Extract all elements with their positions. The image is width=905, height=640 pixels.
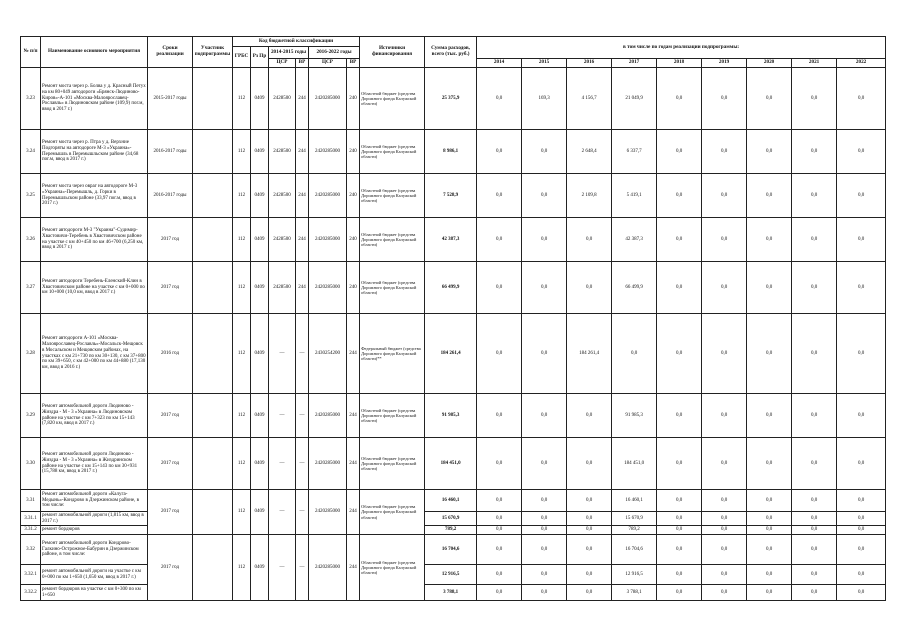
row-year-value: 0,0 (792, 490, 837, 512)
row-name: Ремонт моста через овраг на автодороге М-3 «Украина»-Перемышль, д. Горки в Перемышльском районе (33,97 пог.м, ввод в 2017 г.) (41, 174, 148, 218)
row-year-value: 0,0 (477, 174, 522, 218)
row-year-value: 66 499,9 (612, 262, 657, 314)
row-number: 3.31.1 (21, 512, 41, 526)
row-participant (193, 438, 233, 490)
row-total: 7 528,9 (425, 174, 477, 218)
row-csr-a: 2428500 (269, 174, 296, 218)
row-year-value: 0,0 (702, 314, 747, 394)
row-year-value: 0,0 (747, 130, 792, 174)
row-year-value: 0,0 (702, 218, 747, 262)
row-grbs: 112 (233, 314, 251, 394)
row-rzpr: 0409 (251, 535, 269, 601)
row-period: 2017 год (148, 535, 193, 601)
row-year-value: 0,0 (522, 130, 567, 174)
row-rzpr: 0409 (251, 68, 269, 130)
row-year-value: 184 451,0 (612, 438, 657, 490)
header-by-years: в том числе по годам реализации подпрограммы: (477, 37, 886, 59)
row-year-value: 0,0 (837, 512, 886, 526)
row-year-value: 0,0 (702, 490, 747, 512)
row-year-value: 0,0 (747, 394, 792, 438)
header-year: 2021 (792, 59, 837, 68)
row-number: 3.30 (21, 438, 41, 490)
row-year-value: 0,0 (477, 394, 522, 438)
row-year-value: 0,0 (792, 394, 837, 438)
row-year-value: 0,0 (747, 585, 792, 601)
row-csr-b: 2420285000 (309, 535, 347, 601)
row-name: Ремонт автомобильной дороги Людиново - Жиздра - М - 3 «Украина» в Людиновском районе на участке с км 7+323 по км 15+143 (7,820 км, ввод в 2017 г.) (41, 394, 148, 438)
row-year-value: 0,0 (747, 490, 792, 512)
row-year-value: 16 704,6 (612, 535, 657, 565)
row-year-value: 0,0 (837, 394, 886, 438)
row-year-value: 0,0 (702, 174, 747, 218)
row-name: Ремонт моста через р. Болва у д. Красный Петух на км 80+049 автодороги «Брянск-Людиново-Киров»-А-101 «Москва-Малоярославец-Рославль» в Людиновском районе (109,9) пог.м, ввод в 2017 г.) (41, 68, 148, 130)
budget-table-sheet (20, 36, 885, 601)
row-year-value: 0,0 (477, 130, 522, 174)
row-vr-b: 244 (347, 490, 360, 535)
row-year-value: 0,0 (657, 174, 702, 218)
row-number: 3.26 (21, 218, 41, 262)
row-csr-a: — (269, 314, 296, 394)
row-year-value: 0,0 (567, 490, 612, 512)
row-year-value: 0,0 (657, 490, 702, 512)
row-participant (193, 218, 233, 262)
header-years-a: 2014-2015 годы (269, 47, 309, 59)
row-number: 3.31.2 (21, 526, 41, 535)
row-year-value: 0,0 (792, 512, 837, 526)
row-year-value: 0,0 (702, 565, 747, 585)
header-rzpr: Рз Пр (251, 47, 269, 68)
row-grbs: 112 (233, 535, 251, 601)
row-number: 3.32.2 (21, 585, 41, 601)
row-rzpr: 0409 (251, 130, 269, 174)
row-year-value: 91 985,3 (612, 394, 657, 438)
row-year-value: 5 419,1 (612, 174, 657, 218)
row-year-value: 0,0 (612, 314, 657, 394)
row-year-value: 0,0 (837, 68, 886, 130)
row-participant (193, 130, 233, 174)
row-total: 3 788,1 (425, 585, 477, 601)
row-csr-b: 2420285000 (309, 262, 347, 314)
row-year-value: 0,0 (792, 130, 837, 174)
row-year-value: 0,0 (477, 218, 522, 262)
row-csr-a: — (269, 438, 296, 490)
row-year-value: 0,0 (837, 130, 886, 174)
row-period: 2017 год (148, 438, 193, 490)
row-vr-b: 244 (347, 314, 360, 394)
row-grbs: 112 (233, 490, 251, 535)
header-csr: ЦСР (269, 59, 296, 68)
budget-table (20, 36, 886, 601)
row-rzpr: 0409 (251, 262, 269, 314)
row-csr-b: 2420285000 (309, 68, 347, 130)
row-year-value: 0,0 (792, 174, 837, 218)
header-year: 2020 (747, 59, 792, 68)
row-year-value: 0,0 (837, 438, 886, 490)
table-row (21, 394, 886, 438)
row-csr-b: 2420285000 (309, 218, 347, 262)
row-rzpr: 0409 (251, 490, 269, 535)
row-year-value: 0,0 (522, 394, 567, 438)
row-name: ремонт бордюров на участке с км 0+300 по км 1+650 (41, 585, 148, 601)
row-year-value: 0,0 (567, 394, 612, 438)
row-vr-a: — (296, 535, 309, 601)
header-source: Источники финансирования (360, 37, 425, 68)
row-year-value: 0,0 (657, 526, 702, 535)
row-year-value: 0,0 (747, 218, 792, 262)
row-source: Областной бюджет (средства Дорожного фонда Калужской области) (360, 130, 425, 174)
row-year-value: 0,0 (522, 218, 567, 262)
row-csr-a: 2428500 (269, 218, 296, 262)
row-source: Областной бюджет (средства Дорожного фонда Калужской области) (360, 394, 425, 438)
row-year-value: 0,0 (477, 535, 522, 565)
row-year-value: 0,0 (567, 526, 612, 535)
row-participant (193, 174, 233, 218)
row-number: 3.23 (21, 68, 41, 130)
header-year: 2018 (657, 59, 702, 68)
row-total: 42 387,3 (425, 218, 477, 262)
header-years-b: 2016-2022 годы (309, 47, 360, 59)
row-year-value: 0,0 (747, 314, 792, 394)
row-year-value: 0,0 (792, 218, 837, 262)
row-year-value: 169,3 (522, 68, 567, 130)
row-name: Ремонт автомобильной дороги Людиново - Жиздра - М - 3 «Украина» в Жиздринском районе на участке с км 15+143 по км 30+931 (15,788 км, ввод в 2017 г.) (41, 438, 148, 490)
header-budget-code: Код бюджетной классификации (233, 37, 360, 47)
row-year-value: 0,0 (837, 490, 886, 512)
row-year-value: 0,0 (747, 512, 792, 526)
header-year: 2015 (522, 59, 567, 68)
row-year-value: 0,0 (522, 585, 567, 601)
row-source: Областной бюджет (средства Дорожного фонда Калужской области) (360, 262, 425, 314)
row-year-value: 0,0 (522, 438, 567, 490)
row-csr-a: — (269, 535, 296, 601)
row-year-value: 0,0 (477, 314, 522, 394)
row-year-value: 0,0 (567, 565, 612, 585)
row-year-value: 0,0 (792, 314, 837, 394)
row-year-value: 0,0 (792, 535, 837, 565)
row-year-value: 0,0 (837, 262, 886, 314)
row-total: 12 916,5 (425, 565, 477, 585)
row-csr-a: 2428500 (269, 262, 296, 314)
table-row (21, 438, 886, 490)
row-grbs: 112 (233, 174, 251, 218)
row-participant (193, 68, 233, 130)
row-participant (193, 262, 233, 314)
row-number: 3.32 (21, 535, 41, 565)
header-name: Наименование основного мероприятия (41, 37, 148, 68)
row-period: 2016 год (148, 314, 193, 394)
row-year-value: 0,0 (702, 535, 747, 565)
row-year-value: 0,0 (837, 526, 886, 535)
row-name: ремонт бордюров (41, 526, 148, 535)
row-year-value: 0,0 (522, 512, 567, 526)
header-grbs: ГРБС (233, 47, 251, 68)
table-row (21, 174, 886, 218)
table-row (21, 218, 886, 262)
row-year-value: 0,0 (657, 218, 702, 262)
row-year-value: 184 261,4 (567, 314, 612, 394)
row-year-value: 0,0 (567, 218, 612, 262)
row-year-value: 0,0 (477, 262, 522, 314)
row-year-value: 0,0 (702, 438, 747, 490)
row-participant (193, 490, 233, 535)
row-year-value: 0,0 (837, 565, 886, 585)
row-name: Ремонт автомобильной дороги «Калуга-Медынь»-Кондрово в Дзержинском районе, в том числе: (41, 490, 148, 512)
row-year-value: 4 156,7 (567, 68, 612, 130)
row-year-value: 0,0 (567, 585, 612, 601)
row-year-value: 2 109,8 (567, 174, 612, 218)
row-year-value: 0,0 (657, 130, 702, 174)
header-participants: Участник подпрограммы (193, 37, 233, 68)
row-csr-a: 2428500 (269, 68, 296, 130)
row-source: Областной бюджет (средства Дорожного фонда Калужской области) (360, 535, 425, 601)
row-name: Ремонт автодороги А-101 «Москва-Малоярославец-Рославль»-Мосальск-Мещовск в Мосальском и Мещовском районах, на участках с км 21+730 по км 30+130, с км 37+800 по км 39+650, с км 42+000 по км 44+880 (17,130 км, ввод в 2016 г.) (41, 314, 148, 394)
row-source: Областной бюджет (средства Дорожного фонда Калужской области) (360, 68, 425, 130)
row-participant (193, 394, 233, 438)
row-rzpr: 0409 (251, 394, 269, 438)
row-year-value: 0,0 (837, 535, 886, 565)
row-grbs: 112 (233, 262, 251, 314)
row-year-value: 0,0 (522, 314, 567, 394)
row-grbs: 112 (233, 218, 251, 262)
row-year-value: 0,0 (657, 535, 702, 565)
table-row (21, 535, 886, 565)
row-number: 3.31 (21, 490, 41, 512)
header-num: № п/п (21, 37, 41, 68)
table-row (21, 262, 886, 314)
row-name: ремонт автомобильной дороги на участке с км 0+000 по км 1+650 (1,650 км, ввод в 2017 г.) (41, 565, 148, 585)
header-period: Сроки реализации (148, 37, 193, 68)
row-grbs: 112 (233, 394, 251, 438)
row-year-value: 0,0 (657, 565, 702, 585)
header-year: 2017 (612, 59, 657, 68)
row-year-value: 42 387,3 (612, 218, 657, 262)
row-period: 2017 год (148, 262, 193, 314)
row-period: 2017 год (148, 490, 193, 535)
row-csr-a: — (269, 394, 296, 438)
row-year-value: 0,0 (477, 68, 522, 130)
row-vr-a: 244 (296, 218, 309, 262)
row-year-value: 0,0 (747, 526, 792, 535)
header-total: Сумма расходов, всего (тыс. руб.) (425, 37, 477, 68)
row-csr-a: 2428500 (269, 130, 296, 174)
row-period: 2017 год (148, 394, 193, 438)
row-year-value: 0,0 (837, 218, 886, 262)
row-year-value: 0,0 (837, 314, 886, 394)
row-year-value: 789,2 (612, 526, 657, 535)
row-year-value: 0,0 (567, 535, 612, 565)
row-rzpr: 0409 (251, 314, 269, 394)
row-year-value: 0,0 (747, 174, 792, 218)
row-vr-a: — (296, 314, 309, 394)
row-total: 15 670,9 (425, 512, 477, 526)
row-name: Ремонт моста через р. Птра у д. Верхние Подгоряты на автодороге М-3 «Украина»-Перемышль в Перемышльском районе (34,68 пог.м, ввод в 2017 г.) (41, 130, 148, 174)
row-total: 91 985,3 (425, 394, 477, 438)
row-period: 2016-2017 годы (148, 130, 193, 174)
row-year-value: 0,0 (477, 585, 522, 601)
row-year-value: 0,0 (837, 174, 886, 218)
row-number: 3.29 (21, 394, 41, 438)
row-source: Областной бюджет (средства Дорожного фонда Калужской области) (360, 218, 425, 262)
row-year-value: 0,0 (657, 262, 702, 314)
row-total: 8 986,1 (425, 130, 477, 174)
header-vr: ВР (296, 59, 309, 68)
row-total: 25 375,9 (425, 68, 477, 130)
row-total: 66 499,9 (425, 262, 477, 314)
row-vr-a: — (296, 438, 309, 490)
row-year-value: 0,0 (657, 585, 702, 601)
row-year-value: 0,0 (702, 526, 747, 535)
row-name: ремонт автомобильной дороги (1,815 км, ввод в 2017 г.) (41, 512, 148, 526)
row-vr-a: 244 (296, 68, 309, 130)
row-rzpr: 0409 (251, 438, 269, 490)
row-name: Ремонт автодороги Теребень-Еленский-Клин в Хвастовичском районе на участке с км 0+000 по км 10+000 (10,0 км, ввод в 2017 г.) (41, 262, 148, 314)
row-year-value: 0,0 (477, 438, 522, 490)
row-csr-b: 2420285000 (309, 130, 347, 174)
row-year-value: 0,0 (747, 565, 792, 585)
row-year-value: 0,0 (567, 438, 612, 490)
row-year-value: 0,0 (747, 438, 792, 490)
row-year-value: 0,0 (657, 394, 702, 438)
row-year-value: 0,0 (792, 438, 837, 490)
header-year: 2022 (837, 59, 886, 68)
row-vr-a: — (296, 394, 309, 438)
row-year-value: 0,0 (702, 585, 747, 601)
row-vr-a: 244 (296, 130, 309, 174)
row-year-value: 0,0 (702, 262, 747, 314)
row-period: 2017 год (148, 218, 193, 262)
row-vr-b: 240 (347, 174, 360, 218)
row-number: 3.27 (21, 262, 41, 314)
header-vr: ВР (347, 59, 360, 68)
row-name: Ремонт автомобильной дороги Кондрово-Галкино-Острожное-Бабурин в Дзержинском районе, в том числе: (41, 535, 148, 565)
row-year-value: 0,0 (747, 262, 792, 314)
row-grbs: 112 (233, 438, 251, 490)
row-year-value: 0,0 (657, 314, 702, 394)
table-row (21, 68, 886, 130)
row-total: 16 460,1 (425, 490, 477, 512)
row-year-value: 0,0 (792, 262, 837, 314)
row-year-value: 0,0 (657, 68, 702, 130)
row-year-value: 0,0 (792, 526, 837, 535)
header-year: 2016 (567, 59, 612, 68)
table-header (21, 37, 886, 68)
row-year-value: 0,0 (792, 565, 837, 585)
row-vr-b: 244 (347, 438, 360, 490)
row-grbs: 112 (233, 68, 251, 130)
row-year-value: 6 337,7 (612, 130, 657, 174)
row-vr-b: 244 (347, 535, 360, 601)
row-vr-b: 240 (347, 68, 360, 130)
header-csr: ЦСР (309, 59, 347, 68)
row-csr-b: 2420285000 (309, 438, 347, 490)
row-total: 16 704,6 (425, 535, 477, 565)
table-row (21, 314, 886, 394)
row-year-value: 0,0 (747, 535, 792, 565)
row-year-value: 0,0 (747, 68, 792, 130)
row-vr-b: 240 (347, 262, 360, 314)
row-vr-b: 240 (347, 218, 360, 262)
row-year-value: 21 049,9 (612, 68, 657, 130)
row-csr-b: 2430254200 (309, 314, 347, 394)
row-year-value: 0,0 (477, 490, 522, 512)
row-year-value: 0,0 (522, 535, 567, 565)
row-year-value: 0,0 (477, 526, 522, 535)
row-year-value: 0,0 (567, 512, 612, 526)
row-source: Областной бюджет (средства Дорожного фонда Калужской области) (360, 174, 425, 218)
row-number: 3.32.1 (21, 565, 41, 585)
row-year-value: 0,0 (702, 68, 747, 130)
row-number: 3.28 (21, 314, 41, 394)
row-year-value: 12 916,5 (612, 565, 657, 585)
row-csr-b: 2420285000 (309, 174, 347, 218)
row-rzpr: 0409 (251, 174, 269, 218)
row-year-value: 0,0 (702, 394, 747, 438)
row-vr-a: — (296, 490, 309, 535)
row-source: Областной бюджет (средства Дорожного фонда Калужской области) (360, 438, 425, 490)
row-vr-b: 244 (347, 394, 360, 438)
row-year-value: 0,0 (522, 565, 567, 585)
row-year-value: 0,0 (477, 512, 522, 526)
row-number: 3.24 (21, 130, 41, 174)
row-rzpr: 0409 (251, 218, 269, 262)
row-year-value: 0,0 (702, 130, 747, 174)
row-year-value: 0,0 (522, 174, 567, 218)
row-year-value: 3 788,1 (612, 585, 657, 601)
row-source: Федеральный бюджет (средства Дорожного фонда Калужской области)** (360, 314, 425, 394)
row-source: Областной бюджет (средства Дорожного фонда Калужской области) (360, 490, 425, 535)
row-participant (193, 535, 233, 601)
header-year: 2014 (477, 59, 522, 68)
header-year: 2019 (702, 59, 747, 68)
row-year-value: 0,0 (657, 438, 702, 490)
row-vr-a: 244 (296, 262, 309, 314)
row-csr-a: — (269, 490, 296, 535)
row-period: 2015-2017 годы (148, 68, 193, 130)
row-vr-a: 244 (296, 174, 309, 218)
table-row (21, 490, 886, 512)
row-year-value: 0,0 (792, 585, 837, 601)
row-total: 789,2 (425, 526, 477, 535)
row-total: 184 451,0 (425, 438, 477, 490)
row-year-value: 2 648,4 (567, 130, 612, 174)
row-period: 2016-2017 годы (148, 174, 193, 218)
row-participant (193, 314, 233, 394)
table-row (21, 130, 886, 174)
row-year-value: 0,0 (477, 565, 522, 585)
row-year-value: 0,0 (522, 490, 567, 512)
row-grbs: 112 (233, 130, 251, 174)
row-total: 184 261,4 (425, 314, 477, 394)
row-year-value: 15 670,9 (612, 512, 657, 526)
row-year-value: 0,0 (702, 512, 747, 526)
row-year-value: 0,0 (792, 68, 837, 130)
row-year-value: 0,0 (522, 262, 567, 314)
row-csr-b: 2420285000 (309, 394, 347, 438)
row-year-value: 16 460,1 (612, 490, 657, 512)
row-year-value: 0,0 (837, 585, 886, 601)
row-vr-b: 240 (347, 130, 360, 174)
row-year-value: 0,0 (657, 512, 702, 526)
row-number: 3.25 (21, 174, 41, 218)
row-year-value: 0,0 (522, 526, 567, 535)
row-year-value: 0,0 (567, 262, 612, 314)
table-body (21, 68, 886, 601)
row-csr-b: 2420285000 (309, 490, 347, 535)
row-name: Ремонт автодороги М-3 "Украина"-Судимир-Хвастовичи-Теребень в Хвастовичском районе на участке с км 40+450 по км 46+700 (6,250 км, ввод в 2017 г.) (41, 218, 148, 262)
